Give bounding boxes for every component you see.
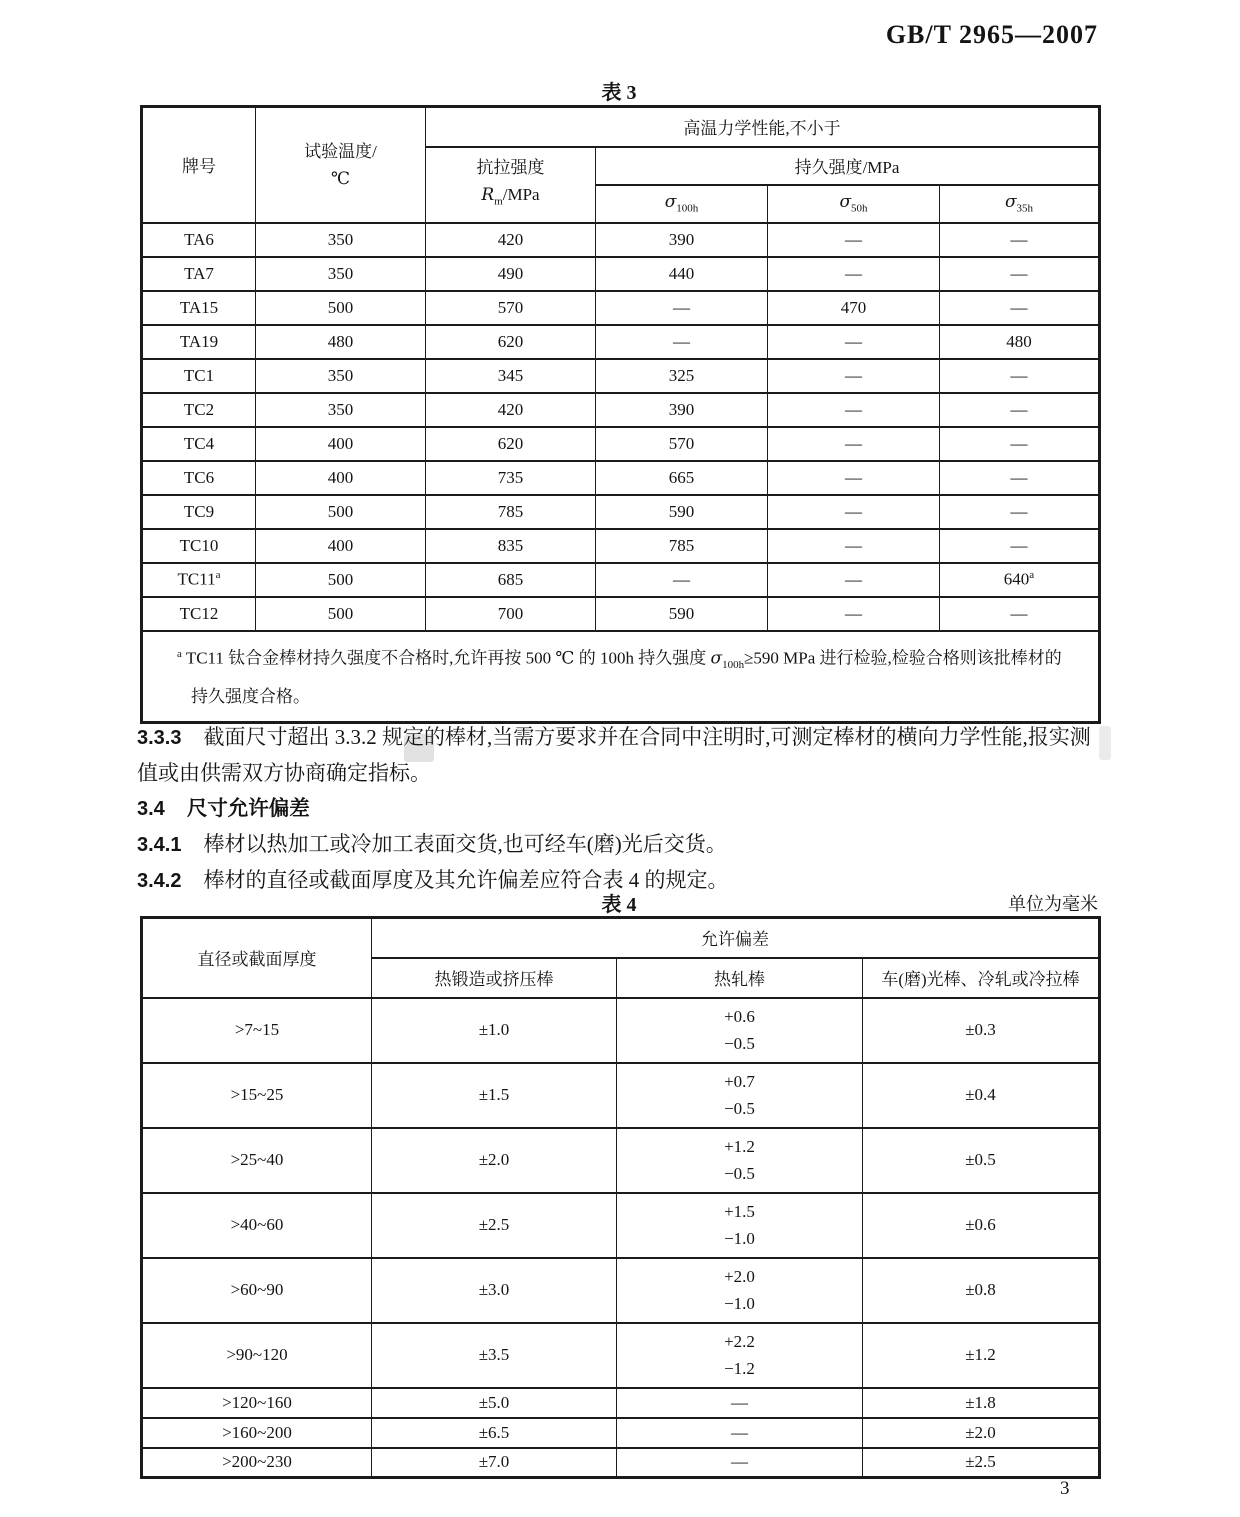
turned-cell: ±0.3 [863, 998, 1100, 1063]
t4-header-forged: 热锻造或挤压棒 [372, 958, 617, 998]
forged-cell: ±1.5 [372, 1063, 617, 1128]
sigma-35h-sub: 35h [1016, 202, 1034, 215]
range-cell: >15~25 [142, 1063, 372, 1128]
temp-cell: 350 [256, 257, 426, 291]
rm-cell: 735 [426, 461, 596, 495]
table-row [142, 1063, 1100, 1128]
rm-subscript: m [494, 195, 503, 208]
s100-cell: — [596, 325, 768, 359]
temp-cell: 500 [256, 291, 426, 325]
forged-cell: ±2.5 [372, 1193, 617, 1258]
range-cell: >40~60 [142, 1193, 372, 1258]
table-row [142, 257, 1100, 291]
rm-cell: 570 [426, 291, 596, 325]
forged-cell: ±5.0 [372, 1388, 617, 1418]
temp-cell: 350 [256, 393, 426, 427]
s50-cell: — [768, 325, 940, 359]
rolled-cell: — [617, 1388, 863, 1418]
table4-title: 表 4 [601, 894, 637, 916]
range-cell: >200~230 [142, 1448, 372, 1478]
rolled-minus: −1.0 [724, 1229, 755, 1248]
rolled-plus: +0.7 [724, 1072, 755, 1091]
rm-cell: 620 [426, 325, 596, 359]
s35-cell: — [940, 257, 1100, 291]
t3-header-tensile-label: 抗拉强度 [476, 157, 545, 177]
temp-cell: 400 [256, 529, 426, 563]
range-cell: >120~160 [142, 1388, 372, 1418]
temp-cell: 480 [256, 325, 426, 359]
table3-footnote-row [142, 631, 1100, 723]
rolled-cell [617, 1128, 863, 1193]
range-cell: >25~40 [142, 1128, 372, 1193]
t4-header-tolerance: 允许偏差 [372, 918, 1100, 958]
unit-note: 单位为毫米 [1008, 894, 1098, 914]
s100-cell: 665 [596, 461, 768, 495]
table3-footnote [142, 631, 1100, 723]
s35-cell: — [940, 223, 1100, 257]
t3-header-row1 [142, 107, 1100, 147]
rolled-plus: +1.5 [724, 1202, 755, 1221]
turned-cell: ±0.4 [863, 1063, 1100, 1128]
turned-cell: ±2.5 [863, 1448, 1100, 1478]
rolled-minus: −1.2 [724, 1359, 755, 1378]
table4 [140, 916, 1101, 1479]
rolled-minus: −0.5 [724, 1034, 755, 1053]
table-row [142, 291, 1100, 325]
s50-cell: 470 [768, 291, 940, 325]
rm-cell: 700 [426, 597, 596, 631]
s100-cell: 785 [596, 529, 768, 563]
t4-header-diameter: 直径或截面厚度 [142, 918, 372, 998]
turned-cell: ±2.0 [863, 1418, 1100, 1448]
rm-unit: /MPa [502, 184, 540, 204]
grade-cell: TC12 [142, 597, 256, 631]
t3-header-endurance: 持久强度/MPa [596, 147, 1100, 185]
rolled-cell [617, 998, 863, 1063]
footnote-text-2: ≥590 MPa 进行检验,检验合格则该批棒材的持久强度合格。 [191, 648, 1062, 706]
grade-cell: TA7 [142, 257, 256, 291]
rolled-plus: +0.6 [724, 1007, 755, 1026]
s35-superscript: a [1029, 569, 1035, 582]
s35-cell: — [940, 359, 1100, 393]
s50-cell: — [768, 393, 940, 427]
s100-cell: 570 [596, 427, 768, 461]
sigma-100h-sub: 100h [676, 202, 699, 215]
rm-symbol: R [481, 184, 495, 205]
sigma-icon: σ [664, 192, 677, 213]
t3-header-grade: 牌号 [142, 107, 256, 223]
rolled-cell [617, 1258, 863, 1323]
rolled-cell [617, 1063, 863, 1128]
footnote-text-1: TC11 钛合金棒材持久强度不合格时,允许再按 500 ℃ 的 100h 持久强度 [181, 648, 711, 668]
temp-cell: 350 [256, 359, 426, 393]
sigma-50h-sub: 50h [851, 202, 868, 215]
clause-number: 3.4 [137, 798, 165, 820]
rm-cell: 420 [426, 223, 596, 257]
s100-cell: 390 [596, 393, 768, 427]
footnote-marker: a [177, 647, 182, 660]
clause-number: 3.3.3 [137, 727, 182, 749]
rolled-cell: — [617, 1448, 863, 1478]
grade-cell: TA6 [142, 223, 256, 257]
rolled-cell [617, 1323, 863, 1388]
table3-title: 表 3 [601, 82, 637, 104]
table-row [142, 495, 1100, 529]
turned-cell: ±1.8 [863, 1388, 1100, 1418]
clause-3-3-3 [137, 720, 1105, 791]
temp-cell: 400 [256, 427, 426, 461]
t4-header-turned: 车(磨)光棒、冷轧或冷拉棒 [863, 958, 1100, 998]
table-row [142, 529, 1100, 563]
rolled-minus: −0.5 [724, 1164, 755, 1183]
range-cell: >7~15 [142, 998, 372, 1063]
forged-cell: ±1.0 [372, 998, 617, 1063]
sigma-icon: σ [839, 192, 852, 213]
sigma-icon: σ [710, 648, 723, 669]
grade-cell: TC6 [142, 461, 256, 495]
grade-cell: TA15 [142, 291, 256, 325]
temp-cell: 350 [256, 223, 426, 257]
footnote-sigma-sub: 100h [722, 658, 745, 671]
clause-number: 3.4.2 [137, 870, 182, 892]
table-row [142, 1258, 1100, 1323]
clause-heading-text: 尺寸允许偏差 [186, 797, 310, 820]
standard-code: GB/T 2965—2007 [885, 20, 1098, 49]
clause-3-4-heading [137, 791, 1105, 827]
s100-cell: 590 [596, 597, 768, 631]
s50-cell: — [768, 495, 940, 529]
s100-cell: 440 [596, 257, 768, 291]
grade-cell [142, 563, 256, 597]
t3-header-tensile [426, 147, 596, 223]
rm-cell: 490 [426, 257, 596, 291]
clause-text: 截面尺寸超出 3.3.2 规定的棒材,当需方要求并在合同中注明时,可测定棒材的横向力学性能,报实测值或由供需双方协商确定指标。 [137, 725, 1091, 785]
s35-cell: — [940, 529, 1100, 563]
grade-superscript: a [215, 569, 221, 582]
table-row [142, 223, 1100, 257]
table-row [142, 325, 1100, 359]
grade-cell: TC2 [142, 393, 256, 427]
grade-cell: TC9 [142, 495, 256, 529]
t3-header-temp-line2: ℃ [330, 168, 351, 188]
range-cell: >60~90 [142, 1258, 372, 1323]
grade-cell: TC1 [142, 359, 256, 393]
s35-text: 640 [1003, 569, 1030, 589]
forged-cell: ±3.5 [372, 1323, 617, 1388]
table-row [142, 393, 1100, 427]
s35-cell: — [940, 427, 1100, 461]
grade-cell: TA19 [142, 325, 256, 359]
s35-cell: — [940, 461, 1100, 495]
rm-cell: 620 [426, 427, 596, 461]
forged-cell: ±3.0 [372, 1258, 617, 1323]
temp-cell: 500 [256, 563, 426, 597]
s100-cell: — [596, 563, 768, 597]
s50-cell: — [768, 257, 940, 291]
table-row [142, 563, 1100, 597]
forged-cell: ±2.0 [372, 1128, 617, 1193]
rolled-minus: −1.0 [724, 1294, 755, 1313]
table-row [142, 1128, 1100, 1193]
rm-cell: 345 [426, 359, 596, 393]
rolled-cell [617, 1193, 863, 1258]
temp-cell: 500 [256, 495, 426, 529]
clause-text: 棒材以热加工或冷加工表面交货,也可经车(磨)光后交货。 [203, 832, 727, 856]
rolled-plus: +2.2 [724, 1332, 755, 1351]
temp-cell: 400 [256, 461, 426, 495]
rm-cell: 420 [426, 393, 596, 427]
range-cell: >160~200 [142, 1418, 372, 1448]
t3-header-temp-line1: 试验温度/ [304, 141, 377, 161]
t3-header-high-temp: 高温力学性能,不小于 [426, 107, 1100, 147]
table-row [142, 461, 1100, 495]
t3-header-sigma-50h [768, 185, 940, 223]
s50-cell: — [768, 461, 940, 495]
s50-cell: — [768, 427, 940, 461]
s35-cell: — [940, 597, 1100, 631]
s50-cell: — [768, 529, 940, 563]
clause-3-4-1 [137, 827, 1105, 863]
s50-cell: — [768, 359, 940, 393]
table-row [142, 1388, 1100, 1418]
table-row [142, 359, 1100, 393]
rolled-minus: −0.5 [724, 1099, 755, 1118]
t3-header-sigma-35h [940, 185, 1100, 223]
rm-cell: 835 [426, 529, 596, 563]
t4-header-row1 [142, 918, 1100, 958]
s35-cell: — [940, 393, 1100, 427]
table-row [142, 597, 1100, 631]
s50-cell: — [768, 563, 940, 597]
turned-cell: ±0.8 [863, 1258, 1100, 1323]
clause-text: 棒材的直径或截面厚度及其允许偏差应符合表 4 的规定。 [203, 868, 729, 892]
t3-header-sigma-100h [596, 185, 768, 223]
t4-header-rolled: 热轧棒 [617, 958, 863, 998]
sigma-icon: σ [1004, 192, 1017, 213]
s50-cell: — [768, 223, 940, 257]
table-row [142, 998, 1100, 1063]
table-row [142, 1418, 1100, 1448]
turned-cell: ±0.6 [863, 1193, 1100, 1258]
s35-cell [940, 563, 1100, 597]
grade-text: TC11 [177, 569, 216, 589]
clause-number: 3.4.1 [137, 834, 182, 856]
turned-cell: ±0.5 [863, 1128, 1100, 1193]
rolled-plus: +2.0 [724, 1267, 755, 1286]
table-row [142, 1448, 1100, 1478]
s50-cell: — [768, 597, 940, 631]
rolled-cell: — [617, 1418, 863, 1448]
rm-cell: 785 [426, 495, 596, 529]
table3 [140, 105, 1101, 724]
s100-cell: 590 [596, 495, 768, 529]
page-number: 3 [1060, 1478, 1070, 1499]
s35-cell: 480 [940, 325, 1100, 359]
grade-cell: TC4 [142, 427, 256, 461]
s35-cell: — [940, 291, 1100, 325]
rm-cell: 685 [426, 563, 596, 597]
s35-cell: — [940, 495, 1100, 529]
s100-cell: 390 [596, 223, 768, 257]
grade-cell: TC10 [142, 529, 256, 563]
rolled-plus: +1.2 [724, 1137, 755, 1156]
table-row [142, 1193, 1100, 1258]
range-cell: >90~120 [142, 1323, 372, 1388]
table-row [142, 427, 1100, 461]
body-text [137, 720, 1105, 899]
turned-cell: ±1.2 [863, 1323, 1100, 1388]
s100-cell: — [596, 291, 768, 325]
table-row [142, 1323, 1100, 1388]
forged-cell: ±7.0 [372, 1448, 617, 1478]
s100-cell: 325 [596, 359, 768, 393]
t3-header-tensile-symbol [426, 181, 595, 215]
temp-cell: 500 [256, 597, 426, 631]
forged-cell: ±6.5 [372, 1418, 617, 1448]
t3-header-temp [256, 107, 426, 223]
